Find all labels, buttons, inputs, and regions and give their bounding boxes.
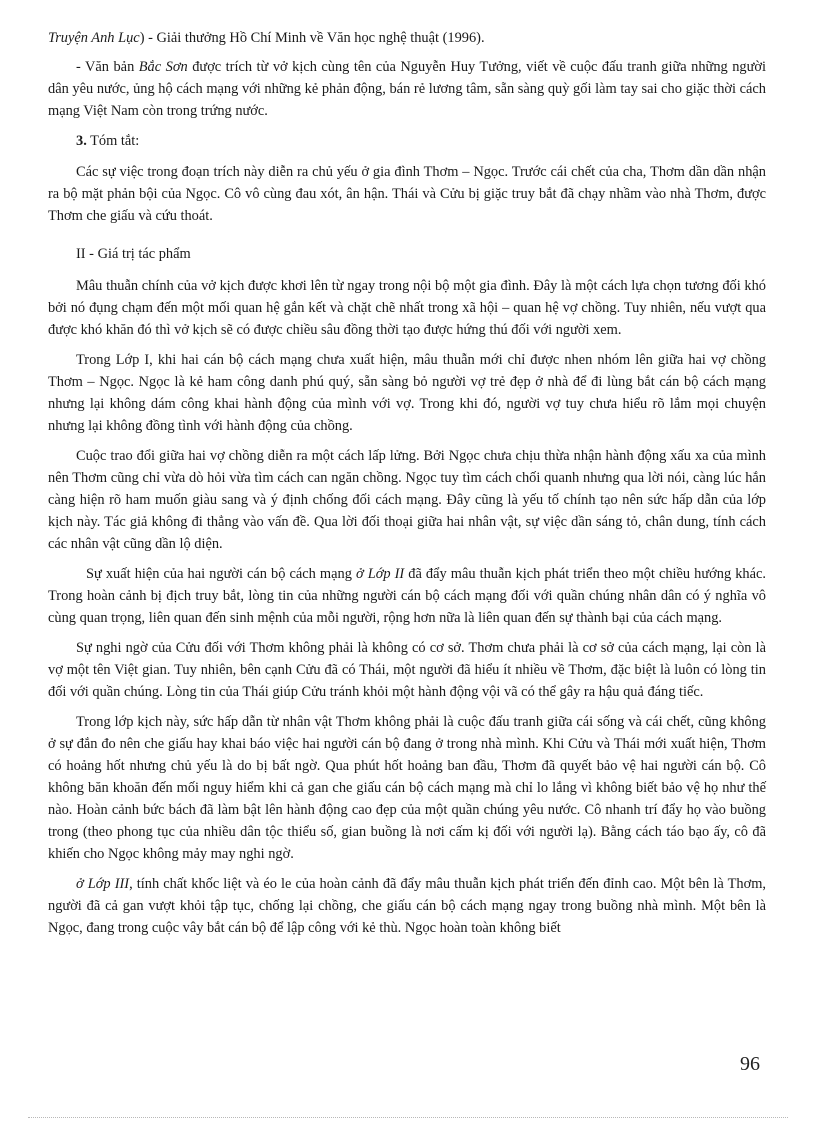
summary-heading [48, 130, 766, 152]
page-content [48, 27, 766, 947]
work-title-bac-son: Bắc Sơn [138, 59, 188, 75]
footer-divider [28, 1117, 788, 1118]
work-title-truyen-anh-luc: Truyện Anh Lục [48, 30, 140, 46]
scene-ref-lop-2: ở Lớp II [355, 566, 405, 582]
paragraph-lop-3: ở Lớp III, tính chất khốc liệt và éo le của hoàn cảnh đã đẩy mâu thuẫn kịch phát triển đến đỉnh cao. Một bên là Thơm, người đã cả gan vượt khỏi tập tục, chống lại chồng, che giấu cán bộ cách mạng ngay trong buồng nhà mình. Một bên là Ngọc, đang trong cuộc vây bắt cán bộ để lập công với kẻ thù. Ngọc hoàn toàn không biết [48, 876, 766, 936]
paragraph-lop-2: Sự xuất hiện của hai người cán bộ cách mạng ở Lớp II đã đẩy mâu thuẫn kịch phát triển theo một chiều hướng khác. Trong hoàn cảnh bị địch truy bắt, lòng tin của những người cán bộ cách mạng đối với quần chúng nhân dân có ý nghĩa vô cùng quan trọng, liên quan đến sinh mệnh của mỗi người, rộng hơn nữa là liên quan đến sự thành bại của cách mạng. [48, 566, 766, 626]
paragraph-thom-appeal: Trong lớp kịch này, sức hấp dẫn từ nhân vật Thơm không phải là cuộc đấu tranh giữa cái sống và cái chết, cũng không ở sự đắn đo nên che giấu hay khai báo việc hai người cán bộ đang ở trong nhà mình. Khi Cửu và Thái mới xuất hiện, Thơm có hoảng hốt nhưng chủ yếu là do bị bất ngờ. Qua phút hốt hoảng ban đầu, Thơm đã quyết bảo vệ hai người cán bộ. Cô không băn khoăn đến mối nguy hiểm khi cả gan che giấu cán bộ cách mạng mà chỉ lo lắng vì không biết bảo vệ họ như thế nào. Hoàn cảnh bức bách đã làm bật lên hành động cao đẹp của một quần chúng yêu nước. Cô nhanh trí đẩy họ vào buồng trong (theo phong tục của nhiều dân tộc thiểu số, gian buồng là nơi cấm kị đối với người lạ). Bằng cách táo bạo ấy, cô đã khiến cho Ngọc không mảy may nghi ngờ. [48, 714, 766, 862]
summary-label: Tóm tắt: [90, 133, 140, 149]
paragraph-conversation: Cuộc trao đổi giữa hai vợ chồng diễn ra một cách lấp lửng. Bởi Ngọc chưa chịu thừa nhận hành động xấu xa của mình nên Thơm cũng chỉ vừa dò hỏi vừa tìm cách can ngăn chồng. Ngọc tuy tìm cách chối quanh nhưng qua lời nói, càng lúc hắn càng hiện rõ ham muốn giàu sang và ý định chống đối cách mạng. Đây cũng là yếu tố chính tạo nên sức hấp dẫn của lớp kịch này. Tác giả không đi thẳng vào vấn đề. Qua lời đối thoại giữa hai nhân vật, sự việc dần sáng tỏ, chân dung, tính cách các nhân vật cũng dần lộ diện. [48, 448, 766, 552]
summary-number: 3. [76, 133, 87, 149]
scene-ref-lop-3: ở Lớp III [76, 876, 130, 892]
paragraph-lop-1: Trong Lớp I, khi hai cán bộ cách mạng chưa xuất hiện, mâu thuẫn mới chỉ được nhen nhóm lên giữa hai vợ chồng Thơm – Ngọc. Ngọc là kẻ ham công danh phú quý, sẵn sàng bỏ người vợ trẻ đẹp ở nhà để đi lùng bắt cán bộ cách mạng nhưng lại không dám công khai hành động của mình với vợ. Trong khi đó, người vợ tuy chưa hiểu rõ lắm mọi chuyện nhưng lại không đồng tình với hành động của chồng. [48, 352, 766, 434]
page-number: 96 [740, 1053, 760, 1075]
paragraph-intro-tail: Truyện Anh Lục) - Giải thưởng Hồ Chí Minh về Văn học nghệ thuật (1996). [48, 30, 485, 46]
paragraph-bac-son: - Văn bản Bắc Sơn được trích từ vở kịch cùng tên của Nguyễn Huy Tưởng, viết về cuộc đấu tranh giữa những người dân yêu nước, ủng hộ cách mạng với những kẻ phản động, bán rẻ lương tâm, sẵn sàng quỳ gối làm tay sai cho giặc thời cách mạng Việt Nam còn trong trứng nước. [48, 59, 767, 119]
section-title: II - Giá trị tác phẩm [76, 246, 191, 262]
paragraph-summary: Các sự việc trong đoạn trích này diễn ra chủ yếu ở gia đình Thơm – Ngọc. Trước cái chết của cha, Thơm dần dần nhận ra bộ mặt phản bội của Ngọc. Cô vô cùng đau xót, ân hận. Thái và Cửu bị giặc truy bắt đã chạy nhầm vào nhà Thơm, được Thơm che giấu và cứu thoát. [48, 164, 766, 224]
paragraph-cuu-doubt: Sự nghi ngờ của Cửu đối với Thơm không phải là không có cơ sở. Thơm chưa phải là cơ sở của cách mạng, lại còn là vợ một tên Việt gian. Tuy nhiên, bên cạnh Cửu đã có Thái, một người đã hiểu ít nhiều về Thơm, đặc biệt là luôn có lòng tin đối với quần chúng. Lòng tin của Thái giúp Cửu tránh khỏi một hành động vội vã có thể gây ra hậu quả đáng tiếc. [48, 640, 766, 700]
paragraph-main-conflict: Mâu thuẫn chính của vở kịch được khơi lên từ ngay trong nội bộ một gia đình. Đây là một cách lựa chọn tương đối khó bởi nó đụng chạm đến một mối quan hệ gắn kết và chặt chẽ nhất trong xã hội – quan hệ vợ chồng. Tuy nhiên, nếu vượt qua được khó khăn đó thì vở kịch sẽ có được chiều sâu đồng thời tạo được hứng thú đối với người xem. [48, 278, 766, 338]
